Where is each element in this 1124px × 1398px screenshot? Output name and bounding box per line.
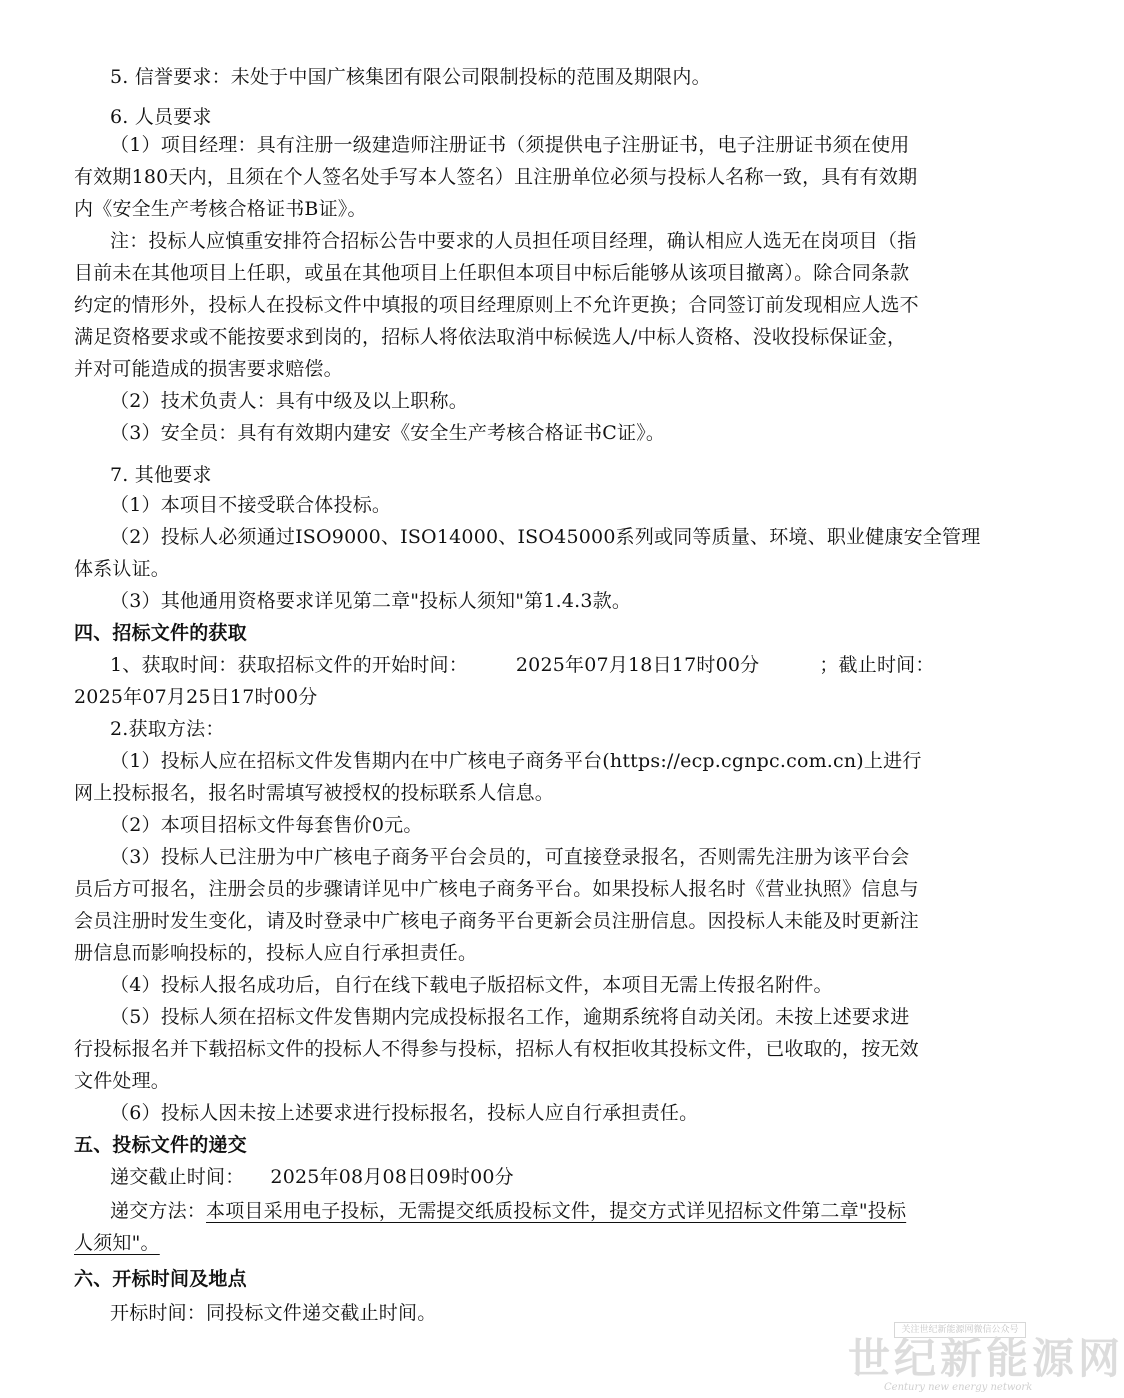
line-pm-2: 有效期180天内，且须在个人签名处手写本人签名）且注册单位必须与投标人名称一致，具有有效期 [74,166,918,188]
line-other-2b: 体系认证。 [74,558,171,580]
line-acquire-time [110,652,935,678]
line-pm-3: 内《安全生产考核合格证书B证》。 [74,198,367,220]
submit-method-label: 递交方法： [110,1200,207,1222]
line-method-3c: 会员注册时发生变化，请及时登录中广核电子商务平台更新会员注册信息。因投标人未能及时更新注 [74,910,919,932]
line-method-5c: 文件处理。 [74,1070,171,1092]
acquire-time-label: 1、获取时间：获取招标文件的开始时间： [110,654,468,676]
line-other-2a: （2）投标人必须通过ISO9000、ISO14000、ISO45000系列或同等质量、环境、职业健康安全管理 [110,526,981,548]
submit-method-value: 本项目采用电子投标，无需提交纸质投标文件，提交方式详见招标文件第二章"投标 [206,1200,907,1222]
section-heading-submit: 五、投标文件的递交 [74,1134,247,1156]
line-method-3b: 员后方可报名，注册会员的步骤请详见中广核电子商务平台。如果投标人报名时《营业执照》信息与 [74,878,919,900]
line-pm-1: （1）项目经理：具有注册一级建造师注册证书（须提供电子注册证书，电子注册证书须在使用 [110,134,910,156]
line-tech-lead: （2）技术负责人：具有中级及以上职称。 [110,390,468,412]
line-other-1: （1）本项目不接受联合体投标。 [110,494,392,516]
watermark-top-text: 关注世纪新能源网微信公众号 [894,1322,1026,1338]
line-note-2: 目前未在其他项目上任职，或虽在其他项目上任职但本项目中标后能够从该项目撤离）。除合同条款 [74,262,910,284]
acquire-end-label: ；截止时间： [819,654,935,676]
line-method-5a: （5）投标人须在招标文件发售期内完成投标报名工作，逾期系统将自动关闭。未按上述要求进 [110,1006,910,1028]
line-other-3: （3）其他通用资格要求详见第二章"投标人须知"第1.4.3款。 [110,590,632,612]
watermark-logo [848,1320,1124,1396]
line-submit-method [110,1198,906,1224]
line-note-3: 约定的情形外，投标人在投标文件中填报的项目经理原则上不允许更换；合同签订前发现相应人选不 [74,294,919,316]
line-method-1b: 网上投标报名，报名时需填写被授权的投标联系人信息。 [74,782,555,804]
line-opening-time: 开标时间：同投标文件递交截止时间。 [110,1302,437,1324]
line-method-5b: 行投标报名并下载招标文件的投标人不得参与投标，招标人有权拒收其投标文件，已收取的，按无效 [74,1038,919,1060]
submit-deadline-value: 2025年08月08日09时00分 [270,1166,514,1188]
submit-method-value-cont: 人须知"。 [74,1232,160,1254]
line-credit-requirement: 5. 信誉要求：未处于中国广核集团有限公司限制投标的范围及期限内。 [110,66,711,88]
line-method-heading: 2.获取方法： [110,718,225,740]
line-method-4: （4）投标人报名成功后，自行在线下载电子版招标文件，本项目无需上传报名附件。 [110,974,833,996]
submit-deadline-label: 递交截止时间： [110,1166,245,1188]
line-method-3a: （3）投标人已注册为中广核电子商务平台会员的，可直接登录报名，否则需先注册为该平台会 [110,846,910,868]
line-safety-officer: （3）安全员：具有有效期内建安《安全生产考核合格证书C证》。 [110,422,666,444]
line-method-6: （6）投标人因未按上述要求进行投标报名，投标人应自行承担责任。 [110,1102,699,1124]
acquire-start-time: 2025年07月18日17时00分 [515,654,760,676]
line-personnel-heading: 6. 人员要求 [110,106,212,128]
line-method-1a: （1）投标人应在招标文件发售期内在中广核电子商务平台(https://ecp.cgnpc.com.cn)上进行 [110,750,922,772]
line-note-5: 并对可能造成的损害要求赔偿。 [74,358,343,380]
line-method-3d: 册信息而影响投标的，投标人应自行承担责任。 [74,942,478,964]
section-heading-opening: 六、开标时间及地点 [74,1268,247,1290]
line-note-4: 满足资格要求或不能按要求到岗的，招标人将依法取消中标候选人/中标人资格、没收投标保证金， [74,326,907,348]
watermark-english-text: Century new energy network [884,1382,1033,1393]
watermark-main-text: 世纪新能源网 [848,1334,1124,1383]
line-method-2: （2）本项目招标文件每套售价0元。 [110,814,423,836]
section-heading-acquire: 四、招标文件的获取 [74,622,247,644]
line-other-heading: 7. 其他要求 [110,464,212,486]
line-note-1: 注：投标人应慎重安排符合招标公告中要求的人员担任项目经理，确认相应人选无在岗项目（指 [110,230,917,252]
acquire-end-time: 2025年07月25日17时00分 [74,686,318,708]
line-submit-deadline [110,1164,514,1190]
